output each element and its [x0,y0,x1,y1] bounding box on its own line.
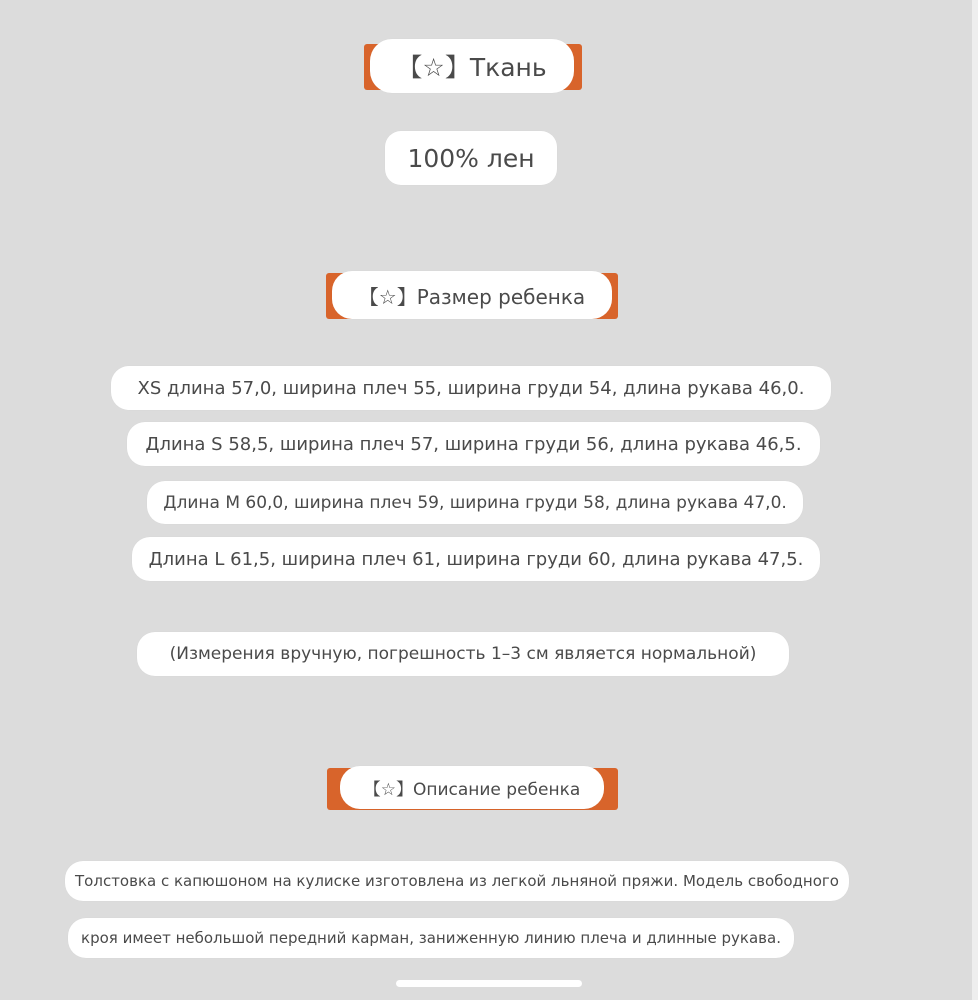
size-row-m [147,481,803,524]
fabric-value-label: 100% лен [407,143,535,173]
measurement-note [137,632,789,676]
description-header [340,766,604,809]
fabric-value [385,131,557,185]
description-line-1 [65,861,849,901]
size-header-label: 【☆】Размер ребенка [358,284,586,309]
screen-edge [972,0,978,1000]
fabric-header-label: 【☆】Ткань [397,53,547,82]
size-row-xs-label: XS длина 57,0, ширина плеч 55, ширина груди 54, длина рукава 46,0. [137,377,805,399]
description-header-label: 【☆】Описание ребенка [363,780,581,800]
description-line-2-label: кроя имеет небольшой передний карман, заниженную линию плеча и длинные рукава. [81,929,781,947]
fabric-header [370,39,574,93]
measurement-note-label: (Измерения вручную, погрешность 1–3 см является нормальной) [169,644,757,664]
size-row-xs [111,366,831,410]
home-indicator[interactable] [396,980,582,987]
size-row-l-label: Длина L 61,5, ширина плеч 61, ширина груди 60, длина рукава 47,5. [148,548,804,570]
description-line-2 [68,918,794,958]
size-row-s-label: Длина S 58,5, ширина плеч 57, ширина груди 56, длина рукава 46,5. [145,433,802,455]
description-line-1-label: Толстовка с капюшоном на кулиске изготовлена из легкой льняной пряжи. Модель свободного [75,872,839,890]
size-header [332,271,612,319]
size-row-s [127,422,820,466]
size-row-m-label: Длина M 60,0, ширина плеч 59, ширина груди 58, длина рукава 47,0. [163,492,787,513]
size-row-l [132,537,820,581]
